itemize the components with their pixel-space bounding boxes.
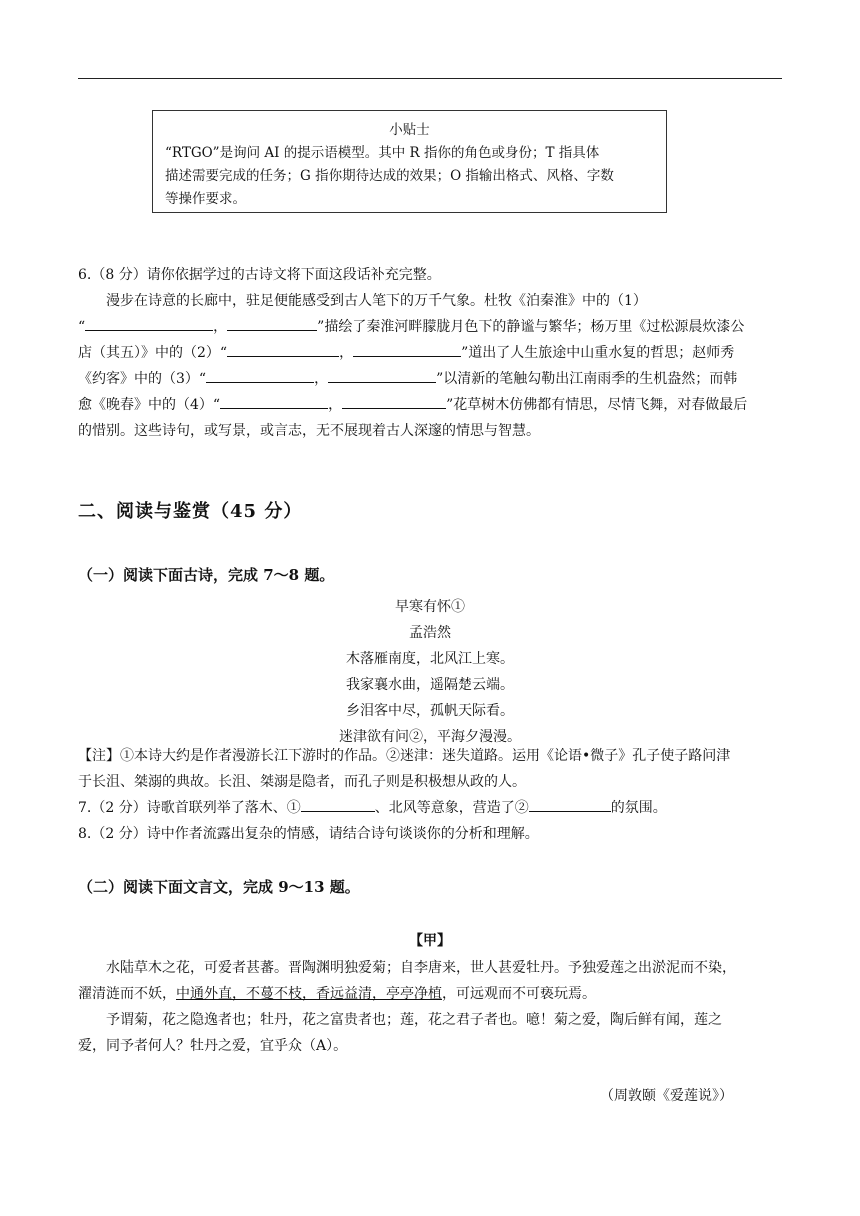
q6-line: 愈《晚春》中的（4）“ ， ”花草树木仿佛都有情思，尽情飞舞，对春做最后 <box>78 392 782 418</box>
poem-line: 我家襄水曲，遥隔楚云端。 <box>346 677 514 693</box>
q6-line: “ ， ”描绘了秦淮河畔朦胧月色下的静谧与繁华；杨万里《过松源晨炊漆公 <box>78 314 782 340</box>
text-line: 予谓菊，花之隐逸者也；牡丹，花之富贵者也；莲，花之君子者也。噫！菊之爱，陶后鲜有闻，莲之 <box>106 1012 722 1028</box>
note-line: 【注】①本诗大约是作者漫游长江下游时的作品。②迷津：迷失道路。运用《论语•微子》孔子使子路问津 <box>78 748 731 764</box>
blank-3a[interactable] <box>206 367 314 383</box>
tip-line: 等操作要求。 <box>165 191 246 207</box>
text-label-jia: 【甲】 <box>409 933 451 949</box>
q6-line: 店（其五）》中的（2）“ ， ”道出了人生旅途中山重水复的哲思；赵师秀 <box>78 340 782 366</box>
tip-title: 小贴士 <box>389 122 430 138</box>
poem-notes <box>78 743 782 847</box>
blank-3b[interactable] <box>328 367 436 383</box>
tip-line: “RTGO”是询问 AI 的提示语模型。其中 R 指你的角色或身份；T 指具体 <box>165 145 600 161</box>
tip-line: 描述需要完成的任务；G 指你期待达成的效果；O 指输出格式、风格、字数 <box>165 168 614 184</box>
classical-text <box>78 955 782 1059</box>
poem-line: 乡泪客中尽，孤帆天际看。 <box>346 703 514 719</box>
blank-q7-2[interactable] <box>529 796 611 812</box>
blank-4b[interactable] <box>342 393 446 409</box>
text-line: 濯清涟而不妖，中通外直，不蔓不枝，香远益清，亭亭净植，可远观而不可亵玩焉。 <box>78 986 596 1002</box>
blank-4a[interactable] <box>220 393 328 409</box>
blank-2b[interactable] <box>353 341 461 357</box>
text-line: 水陆草木之花，可爱者甚蕃。晋陶渊明独爱菊；自李唐来，世人甚爱牡丹。予独爱莲之出淤泥而不染， <box>106 960 736 976</box>
note-line: 于长沮、桀溺的典故。长沮、桀溺是隐者，而孔子则是积极想从政的人。 <box>78 774 526 790</box>
poem <box>78 594 782 750</box>
blank-2a[interactable] <box>227 341 339 357</box>
poem-author: 孟浩然 <box>409 625 451 641</box>
text-line: 爱，同予者何人？牡丹之爱，宜乎众（A）。 <box>78 1038 348 1054</box>
blank-1b[interactable] <box>227 315 317 331</box>
poem-line: 木落雁南度，北风江上寒。 <box>346 651 514 667</box>
q6-stem: 6.（8 分）请你依据学过的古诗文将下面这段话补充完整。 <box>78 267 441 283</box>
source-citation: （周敦颐《爱莲说》） <box>600 1088 733 1104</box>
question-6 <box>78 262 782 444</box>
part-2-title: （二）阅读下面文言文，完成 9～13 题。 <box>78 878 360 896</box>
question-8: 8.（2 分）诗中作者流露出复杂的情感，请结合诗句谈谈你的分析和理解。 <box>78 826 539 842</box>
q6-line: 的惜别。这些诗句，或写景，或言志，无不展现着古人深邃的情思与智慧。 <box>78 423 540 439</box>
blank-1a[interactable] <box>85 315 213 331</box>
tip-box <box>152 110 667 213</box>
section-2-title: 二、阅读与鉴赏（45 分） <box>78 501 303 522</box>
q6-line: 漫步在诗意的长廊中，驻足便能感受到古人笔下的万千气象。杜牧《泊秦淮》中的（1） <box>106 293 647 309</box>
underlined-phrase: 中通外直，不蔓不枝，香远益清，亭亭净植 <box>176 986 442 1002</box>
q6-line: 《约客》中的（3）“ ， ”以清新的笔触勾勒出江南雨季的生机盎然；而韩 <box>78 366 782 392</box>
poem-line: 迷津欲有问②，平海夕漫漫。 <box>339 729 521 745</box>
question-7: 7.（2 分）诗歌首联列举了落木、① 、北风等意象，营造了② 的氛围。 <box>78 795 782 821</box>
part-1-title: （一）阅读下面古诗，完成 7～8 题。 <box>78 566 335 584</box>
blank-q7-1[interactable] <box>301 796 375 812</box>
header-rule <box>78 78 782 79</box>
poem-title: 早寒有怀① <box>395 599 465 615</box>
